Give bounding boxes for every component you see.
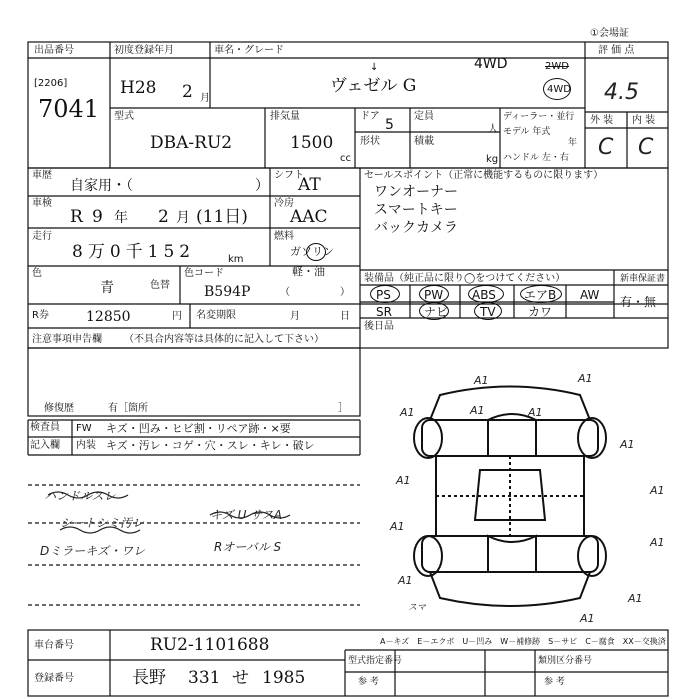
model-label: 型式 bbox=[114, 111, 134, 122]
circle-gasoline bbox=[306, 243, 326, 261]
equip-ps: PS bbox=[376, 288, 391, 302]
mark-6: A1 bbox=[620, 438, 635, 451]
repair-value: 有［箇所 bbox=[108, 403, 148, 414]
exterior-label: 外 装 bbox=[590, 115, 614, 126]
equip-sr: SR bbox=[376, 305, 392, 319]
mileage-unit: km bbox=[228, 254, 244, 265]
mark-9: A1 bbox=[390, 520, 405, 533]
sales-item-1: ワンオーナー bbox=[374, 184, 458, 200]
name-change-label: 名変期限 bbox=[196, 310, 236, 321]
warranty-value: 有・無 bbox=[620, 295, 657, 309]
displacement-unit: cc bbox=[340, 153, 351, 164]
mark-11: A1 bbox=[398, 574, 413, 587]
history-value: 自家用・（ bbox=[70, 178, 133, 194]
circle-tv bbox=[474, 302, 502, 320]
circle-abs bbox=[468, 285, 504, 303]
repair-close: ］ bbox=[338, 403, 348, 414]
displacement-value: 1500 bbox=[290, 133, 334, 153]
car-diagram bbox=[414, 387, 606, 607]
opt-2wd: 2WD bbox=[545, 61, 569, 72]
mark-1: A1 bbox=[474, 374, 489, 387]
color-code-label: 色コード bbox=[184, 268, 224, 279]
first-reg-label: 初度登録年月 bbox=[114, 45, 174, 56]
drive-type: 4WD bbox=[474, 56, 508, 72]
mark-4: A1 bbox=[470, 404, 485, 417]
inspection-month-unit: 月 bbox=[176, 210, 190, 226]
checker-row2: キズ・汚レ・コゲ・穴・スレ・キレ・破レ bbox=[106, 439, 315, 452]
mark-3: A1 bbox=[400, 406, 415, 419]
hand-note-1: ハンドルスレ bbox=[44, 489, 116, 503]
circle-navi bbox=[419, 302, 449, 320]
vehicle-name: ヴェゼル G bbox=[330, 76, 417, 96]
checker-row1-tag: FW bbox=[76, 423, 92, 434]
sales-item-3: バックカメラ bbox=[374, 220, 458, 236]
equipment-label: 装備品（純正品に限り◯をつけてください） bbox=[364, 273, 566, 284]
checker-label: 検査員 bbox=[30, 422, 60, 433]
interior-label: 内 装 bbox=[632, 115, 656, 126]
circle-4wd bbox=[543, 78, 571, 100]
chassis-value: RU2-1101688 bbox=[150, 635, 270, 655]
hand-note-3: キズ U サスA bbox=[210, 508, 282, 522]
checker-sub: 記入欄 bbox=[30, 440, 60, 451]
recycle-value: 12850 bbox=[86, 309, 131, 325]
displacement-label: 排気量 bbox=[270, 111, 300, 122]
sales-label: セールスポイント（正常に機能するものに限ります） bbox=[364, 170, 604, 181]
checker-row1: キズ・凹み・ヒビ割・リペア跡・×要 bbox=[106, 422, 291, 435]
name-label: 車名・グレード bbox=[214, 45, 284, 56]
circle-ps bbox=[370, 285, 400, 303]
lot-sub: [2206] bbox=[34, 78, 68, 89]
plate-label: 登録番号 bbox=[34, 673, 74, 684]
category-sub: 参 考 bbox=[544, 677, 565, 687]
capacity-label: 定員 bbox=[414, 111, 434, 122]
hand-note-2: シートシミ汚レ bbox=[60, 516, 145, 530]
rear-items-label: 後日品 bbox=[364, 321, 394, 332]
opt-4wd: 4WD bbox=[547, 84, 571, 95]
hand-note-5: Rオーバル S bbox=[214, 540, 282, 554]
warranty-label: 新車保証書 bbox=[620, 274, 666, 284]
repair-label: 修復歴 bbox=[44, 403, 74, 414]
color-change-label: 色替 bbox=[150, 280, 170, 291]
first-reg-month: 2 bbox=[182, 82, 193, 102]
plate-class: 331 bbox=[188, 668, 221, 688]
inspection-day: (11日) bbox=[196, 207, 248, 227]
inspection-year-unit: 年 bbox=[114, 210, 128, 226]
plate-region: 長野 bbox=[132, 668, 166, 688]
load-label: 積載 bbox=[414, 136, 434, 147]
capacity-unit: 人 bbox=[488, 124, 498, 135]
mileage-label: 走行 bbox=[32, 231, 52, 242]
equip-pw: PW bbox=[424, 288, 444, 302]
aircon-label: 冷房 bbox=[274, 198, 294, 209]
name-change-month: 月 bbox=[290, 311, 300, 322]
type-approval-sub: 参 考 bbox=[358, 677, 379, 687]
first-reg-year: H28 bbox=[120, 78, 157, 98]
notes-hint: （不具合内容等は具体的に記入して下さい） bbox=[124, 334, 324, 345]
lot-label: 出品番号 bbox=[34, 45, 74, 56]
load-unit: kg bbox=[486, 154, 499, 165]
name-arrow: ↓ bbox=[370, 62, 379, 73]
fuel-paren-open: （ bbox=[280, 287, 290, 298]
mark-7: A1 bbox=[396, 474, 411, 487]
chassis-label: 車台番号 bbox=[34, 640, 74, 651]
category-label: 類別区分番号 bbox=[538, 656, 593, 666]
mark-12: A1 bbox=[628, 592, 643, 605]
mark-13: A1 bbox=[580, 612, 595, 625]
circle-airbag bbox=[520, 285, 562, 303]
shift-value: AT bbox=[298, 175, 321, 195]
dealer-label: ディーラー・並行 bbox=[503, 112, 575, 122]
equip-aw: AW bbox=[580, 288, 600, 302]
history-close: ） bbox=[255, 178, 269, 194]
shift-label: シフト bbox=[274, 170, 304, 181]
equip-navi: ナビ bbox=[424, 305, 449, 319]
equip-airbag: エアB bbox=[524, 288, 557, 302]
first-reg-month-unit: 月 bbox=[200, 93, 210, 104]
mark-8: A1 bbox=[650, 484, 665, 497]
doors-value: 5 bbox=[385, 117, 394, 133]
equip-abs: ABS bbox=[472, 288, 496, 302]
equip-tv: TV bbox=[480, 305, 496, 319]
mark-5: A1 bbox=[528, 406, 543, 419]
history-label: 車歴 bbox=[32, 170, 52, 181]
fuel-paren-close: ） bbox=[340, 287, 350, 298]
type-approval-label: 型式指定番号 bbox=[348, 656, 403, 666]
hand-note-4: Dミラーキズ・ワレ bbox=[40, 544, 146, 558]
fuel-label: 燃料 bbox=[274, 231, 294, 242]
recycle-unit: 円 bbox=[172, 311, 182, 322]
handle-label: ハンドル 左・右 bbox=[503, 153, 569, 163]
model-year-label: モデル 年式 bbox=[503, 127, 551, 137]
aircon-value: AAC bbox=[290, 207, 328, 227]
damage-legend: A－キズ E－エクボ U－凹み W－補修跡 S－サビ C－腐食 XX－交換済 bbox=[380, 637, 666, 646]
name-change-day: 日 bbox=[340, 311, 350, 322]
inspection-year: 9 bbox=[92, 207, 103, 227]
model-year-unit: 年 bbox=[568, 138, 578, 148]
inspection-month: 2 bbox=[158, 207, 169, 227]
sales-item-2: スマートキー bbox=[374, 202, 458, 218]
checker-row2-tag: 内装 bbox=[76, 440, 96, 451]
plate-kana: せ bbox=[232, 668, 249, 688]
interior-value: C bbox=[638, 135, 654, 160]
notes-label: 注意事項申告欄 bbox=[32, 334, 102, 345]
exterior-value: C bbox=[598, 135, 614, 160]
fuel-diesel: 軽・油 bbox=[292, 265, 325, 278]
plate-number: 1985 bbox=[262, 668, 306, 688]
mark-2: A1 bbox=[578, 372, 593, 385]
recycle-label: R券 bbox=[32, 310, 49, 321]
mileage-value: 8万0千152 bbox=[72, 242, 196, 262]
color-label: 色 bbox=[32, 268, 42, 279]
inspection-label: 車検 bbox=[32, 198, 52, 209]
color-value: 青 bbox=[100, 280, 114, 296]
lot-number: 7041 bbox=[38, 95, 100, 123]
equip-leather: カワ bbox=[528, 305, 553, 319]
grade-value: 4.5 bbox=[604, 80, 639, 105]
venue-stamp: ①会場証 bbox=[590, 28, 629, 39]
inspection-era: R bbox=[70, 207, 83, 227]
circle-pw bbox=[419, 285, 449, 303]
shape-label: 形状 bbox=[360, 136, 380, 147]
color-code-value: B594P bbox=[204, 284, 251, 300]
doors-label: ドア bbox=[360, 111, 380, 122]
mark-14: スマ bbox=[408, 603, 426, 613]
grade-label: 評 価 点 bbox=[598, 45, 635, 56]
fuel-gasoline: ガソリン bbox=[290, 245, 334, 258]
model-value: DBA-RU2 bbox=[150, 133, 233, 153]
mark-10: A1 bbox=[650, 536, 665, 549]
